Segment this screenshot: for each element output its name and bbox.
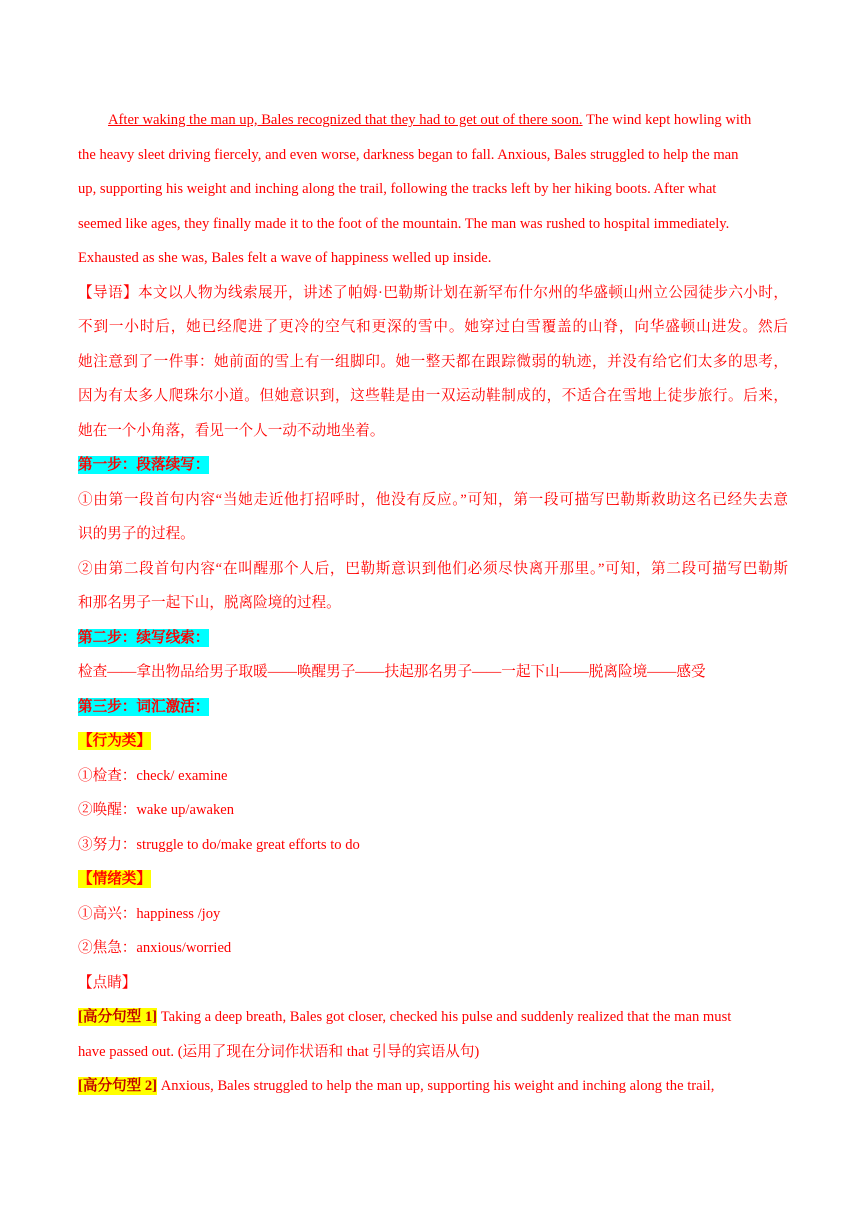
vocab-item: ②唤醒：wake up/awaken	[78, 802, 235, 818]
document-page	[78, 103, 788, 1104]
intro-line-4: 因为有太多人爬珠尔小道。但她意识到，这些鞋是由一双运动鞋制成的，不适合在雪地上徒步旅行。后来，	[78, 388, 788, 404]
step1-point1-line-1: ①由第一段首句内容“当她走近他打招呼时，他没有反应。”可知，第一段可描写巴勒斯救助这名已经失去意	[78, 491, 788, 508]
step3-heading-row	[78, 690, 788, 725]
sentence-pattern-2-line-1	[78, 1069, 788, 1104]
paragraph-line-3: up, supporting his weight and inching along the trail, following the tracks left by her hiking boots. After what	[78, 181, 717, 197]
step2-heading: 第二步：续写线索：	[78, 629, 210, 646]
paragraph-line-2: the heavy sleet driving fiercely, and even worse, darkness began to fall. Anxious, Bales struggled to help the man	[78, 146, 739, 163]
intro-line-5: 她在一个小角落，看见一个人一动不动地坐着。	[78, 422, 385, 439]
step1-heading-row	[78, 448, 788, 483]
step1-point2-line-2: 和那名男子一起下山，脱离险境的过程。	[78, 595, 341, 611]
intro-line-1: 【导语】本文以人物为线索展开，讲述了帕姆·巴勒斯计划在新罕布什尔州的华盛顿山州立公园徒步六小时，	[78, 284, 788, 301]
vocab-item: ①检查：check/ examine	[78, 767, 228, 784]
step1-point2-line-1: ②由第二段首句内容“在叫醒那个人后，巴勒斯意识到他们必须尽快离开那里。”可知，第二段可描写巴勒斯	[78, 560, 788, 577]
sentence-pattern-1-tag: [高分句型 1]	[78, 1009, 158, 1025]
highlights-heading: 【点睛】	[78, 974, 137, 991]
sentence-pattern-1-text: Taking a deep breath, Bales got closer, checked his pulse and suddenly realized that the man must	[157, 1009, 732, 1025]
vocab-item: ①高兴：happiness /joy	[78, 905, 221, 922]
behavior-tag-row	[78, 724, 788, 759]
vocab-item: ②焦急：anxious/worried	[78, 940, 232, 956]
step2-heading-row	[78, 621, 788, 656]
step2-clues: 检查——拿出物品给男子取暖——唤醒男子——扶起那名男子——一起下山——脱离险境——感受	[78, 664, 706, 680]
paragraph-line-1	[78, 103, 788, 138]
sentence-pattern-1-line-1	[78, 1000, 788, 1035]
step1-heading: 第一步：段落续写：	[78, 457, 210, 473]
underlined-opening-sentence: After waking the man up, Bales recognized that they had to get out of there soon.	[108, 112, 583, 128]
intro-line-2: 不到一小时后，她已经爬进了更冷的空气和更深的雪中。她穿过白雪覆盖的山脊，向华盛顿山进发。然后	[78, 319, 788, 335]
step3-heading: 第三步：词汇激活：	[78, 698, 210, 715]
paragraph-text: The wind kept howling with	[582, 112, 752, 128]
emotion-tag-row	[78, 862, 788, 897]
behavior-category-tag: 【行为类】	[78, 733, 151, 749]
paragraph-line-4: seemed like ages, they finally made it to the foot of the mountain. The man was rushed to hospital immediately.	[78, 215, 730, 232]
sentence-pattern-1-line-2: have passed out. (运用了现在分词作状语和 that 引导的宾语从句)	[78, 1043, 480, 1060]
emotion-category-tag: 【情绪类】	[78, 871, 151, 887]
sentence-pattern-2-tag: [高分句型 2]	[78, 1078, 158, 1094]
sentence-pattern-2-text: Anxious, Bales struggled to help the man up, supporting his weight and inching along the trail,	[157, 1078, 715, 1094]
intro-line-3: 她注意到了一件事：她前面的雪上有一组脚印。她一整天都在跟踪微弱的轨迹，并没有给它们太多的思考，	[78, 353, 788, 370]
paragraph-line-5: Exhausted as she was, Bales felt a wave of happiness welled up inside.	[78, 250, 492, 266]
vocab-item: ③努力：struggle to do/make great efforts to do	[78, 836, 360, 853]
step1-point1-line-2: 识的男子的过程。	[78, 526, 195, 542]
